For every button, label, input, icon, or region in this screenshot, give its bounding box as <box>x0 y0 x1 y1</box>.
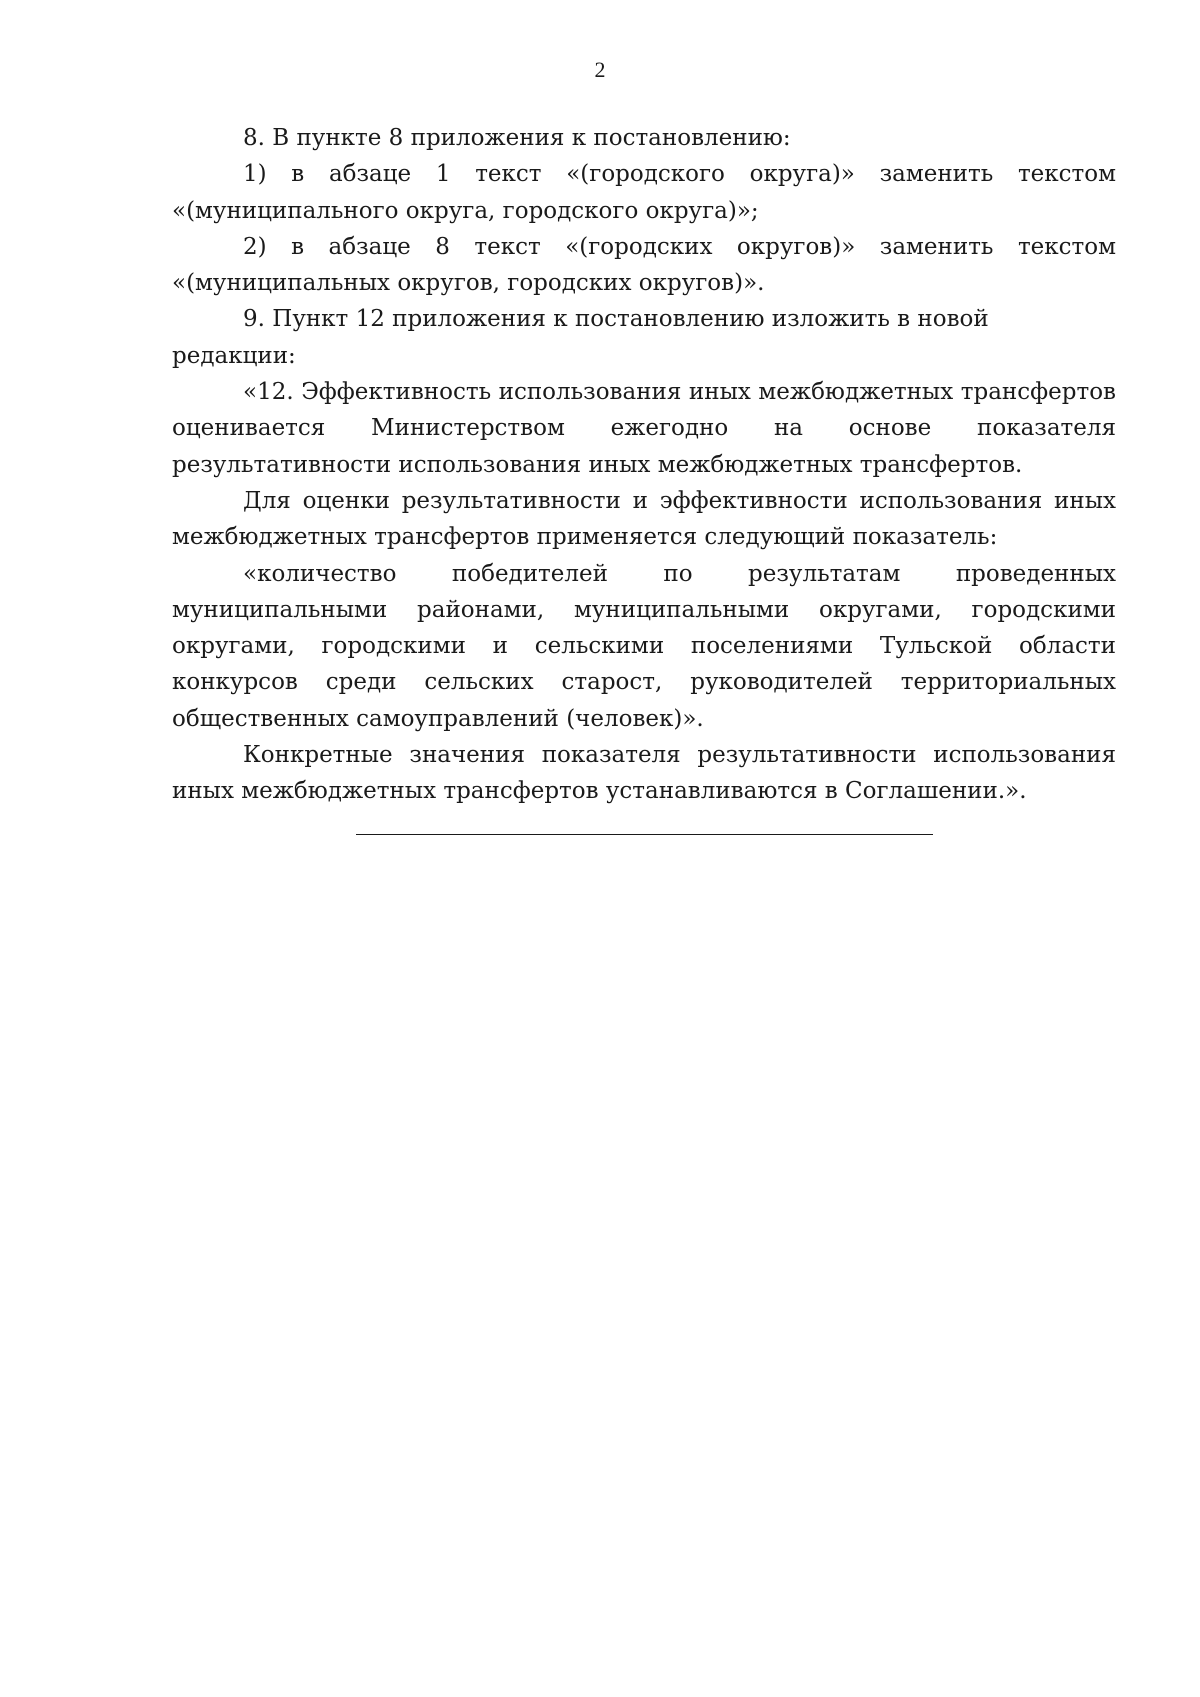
paragraph-subitem-1: 1) в абзаце 1 текст «(городского округа)» заменить текстом «(муниципального округа, городского округа)»; <box>172 161 1116 224</box>
document-body <box>172 120 1116 810</box>
paragraph-indicator-values: Конкретные значения показателя результативности использования иных межбюджетных трансфертов устанавливаются в Соглашении.». <box>172 742 1116 805</box>
paragraph-item-9-heading: 9. Пункт 12 приложения к постановлению изложить в новой редакции: <box>172 306 989 369</box>
closing-separator-line <box>356 834 933 835</box>
paragraph-point-12: «12. Эффективность использования иных межбюджетных трансфертов оценивается Министерством ежегодно на основе показателя результативности использования иных межбюджетных трансфертов. <box>172 379 1116 478</box>
paragraph-indicator-intro: Для оценки результативности и эффективности использования иных межбюджетных трансфертов применяется следующий показатель: <box>172 487 1116 551</box>
paragraph-indicator-definition: «количество победителей по результатам проведенных муниципальными районами, муниципальными округами, городскими округами, городскими и сельскими поселениями Тульской области конкурсов среди сельских старост, руководителей территориальных общественных самоуправлений (человек)». <box>172 560 1116 732</box>
paragraph-item-8-heading: 8. В пункте 8 приложения к постановлению: <box>243 125 791 151</box>
page-number: 2 <box>594 57 606 82</box>
paragraph-subitem-2: 2) в абзаце 8 текст «(городских округов)» заменить текстом «(муниципальных округов, городских округов)». <box>172 233 1116 297</box>
